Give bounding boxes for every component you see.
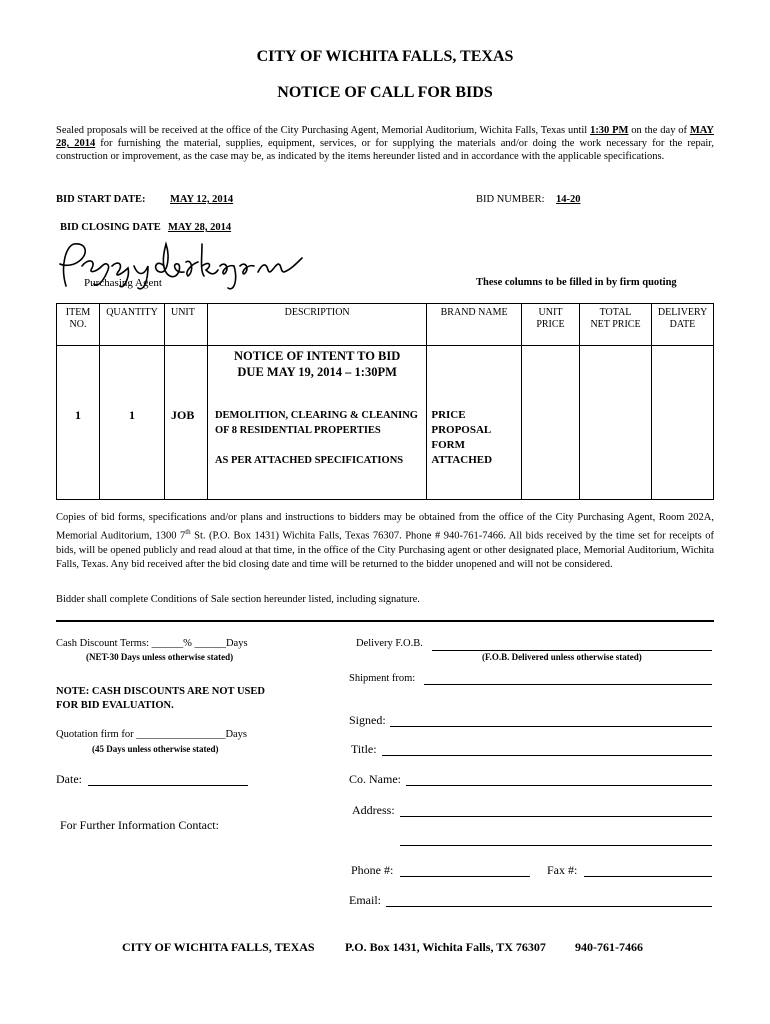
footer-phone: 940-761-7466 — [575, 940, 643, 954]
intro-paragraph — [56, 124, 714, 163]
delivery-fob-field[interactable] — [432, 650, 712, 651]
notice-line-1: NOTICE OF INTENT TO BID — [234, 349, 401, 363]
header-delivery: DELIVERY DATE — [651, 304, 713, 346]
document-subtitle: NOTICE OF CALL FOR BIDS — [277, 84, 493, 101]
signed-label: Signed: — [349, 713, 386, 727]
email-label: Email: — [349, 893, 381, 907]
signature-caption: Purchasing Agent — [84, 277, 162, 289]
fax-label: Fax #: — [547, 863, 578, 877]
intro-time: 1:30 PM — [590, 125, 629, 136]
brand-line-1: PRICE — [431, 409, 466, 421]
signed-field[interactable] — [390, 726, 712, 727]
section-divider — [56, 620, 714, 622]
header-unit: UNIT — [164, 304, 207, 346]
co-name-field[interactable] — [406, 785, 712, 786]
title-label: Title: — [351, 742, 377, 756]
copies-text-1: Copies of bid forms, specifications and/or plans and instructions to bidders may be obtained from the office of the City Purchasing Agent, Room 202A, Memorial Auditorium, 1300 7 — [56, 512, 714, 542]
item-number: 1 — [75, 408, 82, 422]
item-unit: JOB — [170, 408, 195, 422]
item-quantity: 1 — [129, 408, 136, 422]
address-field-1[interactable] — [400, 816, 712, 817]
contact-label: For Further Information Contact: — [60, 818, 219, 832]
cell-unit — [164, 346, 207, 500]
desc-line-1: DEMOLITION, CLEARING & CLEANING — [214, 410, 418, 421]
bid-items-table — [56, 303, 714, 500]
date-field[interactable] — [88, 785, 248, 786]
bid-number-label: BID NUMBER: — [476, 194, 545, 205]
delivery-fob-note: (F.O.B. Delivered unless otherwise stated) — [482, 652, 642, 662]
brand-line-4: ATTACHED — [431, 454, 493, 466]
header-unit-price: UNIT PRICE — [521, 304, 579, 346]
quotation-note: (45 Days unless otherwise stated) — [92, 744, 219, 754]
header-total: TOTAL NET PRICE — [580, 304, 652, 346]
bid-start-value: MAY 12, 2014 — [170, 194, 234, 205]
intro-text-2: on the day of — [628, 125, 690, 136]
date-label: Date: — [56, 772, 82, 786]
copies-sup: th — [185, 528, 191, 536]
desc-line-3: AS PER ATTACHED SPECIFICATIONS — [214, 455, 404, 466]
note-line-1: NOTE: CASH DISCOUNTS ARE NOT USED — [56, 686, 265, 697]
header-description: DESCRIPTION — [207, 304, 426, 346]
table-row — [57, 346, 714, 500]
phone-field[interactable] — [400, 876, 530, 877]
copies-paragraph — [56, 511, 714, 572]
cash-discount-note: (NET-30 Days unless otherwise stated) — [86, 652, 234, 662]
copies-text-2: St. (P.O. Box 1431) Wichita Falls, Texas 76307. Phone # 940-761-7466. All bids received by the time set for receipts of bids, will be opened publicly and read aloud at that time, in the office of the City Purchasing agent or other designated place, Memorial Auditorium, Wichita Falls, Texas. Any bid received after the bid closing date and time will be returned to the bidder unopened and will not be considered. — [56, 530, 715, 570]
cell-quantity — [100, 346, 165, 500]
conditions-note: Bidder shall complete Conditions of Sale section hereunder listed, including signature. — [56, 594, 420, 605]
quotation-firm: Quotation firm for _________________Days — [56, 729, 248, 740]
header-quantity: QUANTITY — [100, 304, 165, 346]
brand-line-2: PROPOSAL — [431, 424, 492, 436]
intro-text-1: Sealed proposals will be received at the office of the City Purchasing Agent, Memorial Auditorium, Wichita Falls, Texas until — [56, 125, 591, 136]
email-field[interactable] — [386, 906, 712, 907]
intro-text-3: for furnishing the material, supplies, equipment, services, or for supplying the materials and/or doing the work necessary for the repair, construction or improvement, as the case may be, as indicated by the items hereunder listed and in accordance with the applicable specifications. — [56, 138, 715, 162]
header-brand: BRAND NAME — [427, 304, 522, 346]
note-line-2: FOR BID EVALUATION. — [56, 700, 174, 711]
footer-city: CITY OF WICHITA FALLS, TEXAS — [122, 940, 315, 954]
table-header-row — [57, 304, 714, 346]
cell-item — [57, 346, 100, 500]
notice-line-2: DUE MAY 19, 2014 – 1:30PM — [237, 365, 397, 379]
columns-note: These columns to be filled in by firm quoting — [476, 277, 677, 288]
document-title: CITY OF WICHITA FALLS, TEXAS — [256, 48, 514, 65]
fax-field[interactable] — [584, 876, 712, 877]
footer-address: P.O. Box 1431, Wichita Falls, TX 76307 — [345, 940, 546, 954]
cell-total — [580, 346, 652, 500]
delivery-fob-label: Delivery F.O.B. — [356, 638, 423, 649]
bid-start-label: BID START DATE: — [56, 194, 146, 205]
desc-line-2: OF 8 RESIDENTIAL PROPERTIES — [214, 425, 381, 436]
address-label: Address: — [352, 803, 395, 817]
shipment-from-label: Shipment from: — [349, 673, 416, 684]
bid-closing-value: MAY 28, 2014 — [168, 222, 232, 233]
co-name-label: Co. Name: — [349, 772, 401, 786]
cell-description — [207, 346, 426, 500]
intro-date: MAY 28, 2014 — [56, 125, 714, 149]
bid-closing-label: BID CLOSING DATE — [60, 222, 161, 233]
bid-number-value: 14-20 — [556, 194, 581, 205]
title-field[interactable] — [382, 755, 712, 756]
cash-discount-terms: Cash Discount Terms: ______% ______Days — [56, 638, 248, 649]
phone-label: Phone #: — [351, 863, 394, 877]
brand-line-3: FORM — [431, 439, 465, 451]
address-field-2[interactable] — [400, 845, 712, 846]
header-item: ITEM NO. — [57, 304, 100, 346]
cell-brand — [427, 346, 522, 500]
shipment-from-field[interactable] — [424, 684, 712, 685]
cell-delivery — [651, 346, 713, 500]
cell-unit-price — [521, 346, 579, 500]
